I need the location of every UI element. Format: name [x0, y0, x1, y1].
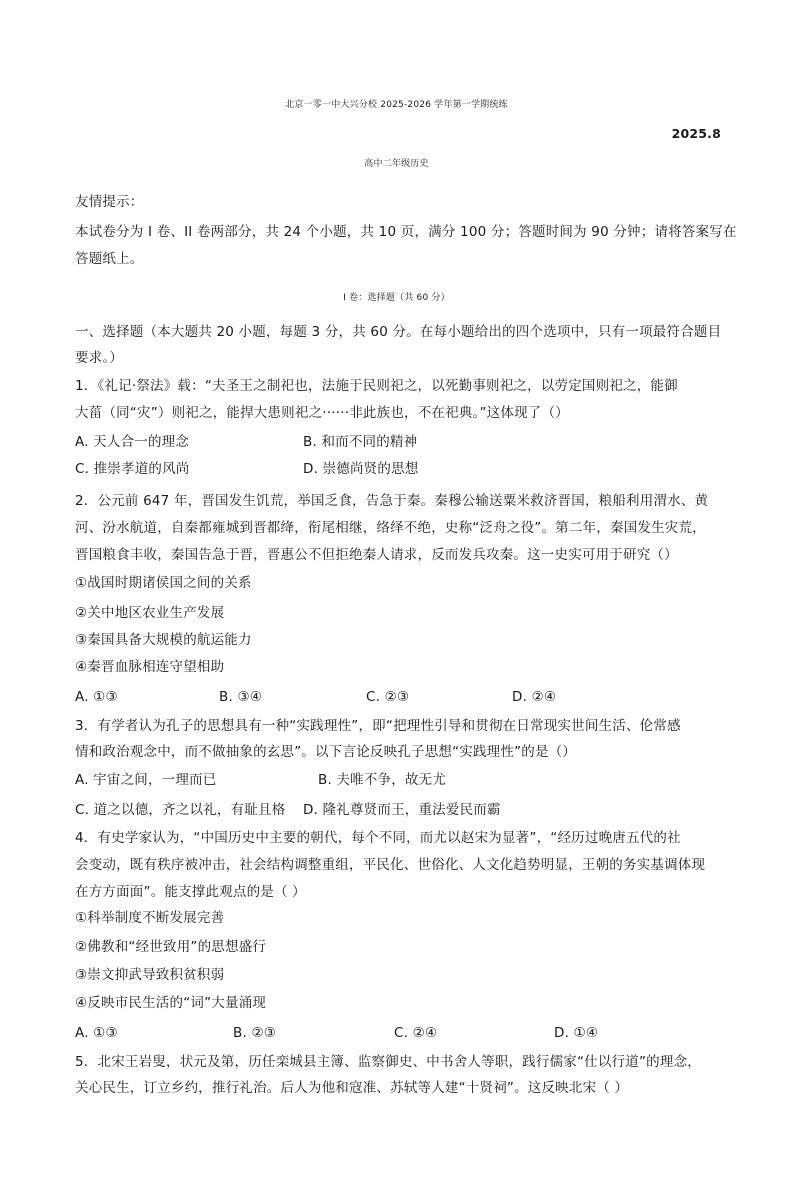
- question-1-option-c: C. 推崇孝道的风尚: [75, 461, 190, 477]
- question-4-option-b: B. ②③: [233, 1025, 277, 1041]
- question-3-option-c: C. 道之以德，齐之以礼，有耻且格: [75, 802, 286, 818]
- question-3-option-b: B. 夫唯不争，故无尤: [318, 772, 447, 788]
- question-4-stem: 4．有史学家认为，“中国历史中主要的朝代，每个不同，而尤以赵宋为显著”，“经历过晚唐五代的社: [75, 830, 681, 846]
- section-title: I 卷：选择题（共 60 分）: [343, 293, 450, 303]
- question-4-item: ④反映市民生活的“词”大量涌现: [75, 995, 267, 1011]
- question-2-option-d: D. ②④: [512, 689, 557, 705]
- question-2-item: ③秦国具备大规模的航运能力: [75, 632, 252, 648]
- notice-text: 本试卷分为 I 卷、II 卷两部分，共 24 个小题，共 10 页，满分 100 分；答题时间为 90 分钟；请将答案写在: [75, 224, 737, 240]
- question-2-stem: 河、汾水航道，自秦都雍城到晋都绛，衔尾相继，络绎不绝，史称“泛舟之役”。第二年，秦国发生灾荒，: [75, 520, 706, 536]
- question-4-stem: 在方方面面”。能支撑此观点的是（ ）: [75, 884, 306, 900]
- question-4-option-a: A. ①③: [75, 1025, 118, 1041]
- question-4-option-c: C. ②④: [394, 1025, 438, 1041]
- question-5-stem: 5．北宋王岩叟，状元及第，历任栾城县主簿、监察御史、中书舍人等职，践行儒家“仕以行道”的理念，: [75, 1054, 701, 1070]
- question-2-option-c: C. ②③: [366, 689, 410, 705]
- question-1-option-a: A. 天人合一的理念: [75, 434, 190, 450]
- question-1-stem: 1．《礼记·祭法》载：“夫圣王之制祀也，法施于民则祀之，以死勤事则祀之，以劳定国则祀之，能御: [75, 378, 678, 394]
- question-2-option-b: B. ③④: [219, 689, 263, 705]
- exam-date: 2025.8: [671, 126, 721, 141]
- question-3-stem: 3．有学者认为孔子的思想具有一种“实践理性”，即“把理性引导和贯彻在日常现实世间生活、伦常感: [75, 718, 681, 734]
- question-2-item: ②关中地区农业生产发展: [75, 605, 225, 621]
- question-4-option-d: D. ①④: [554, 1025, 599, 1041]
- question-2-item: ①战国时期诸侯国之间的关系: [75, 575, 252, 591]
- question-5-stem: 关心民生，订立乡约，推行礼治。后人为他和寇准、苏轼等人建“十贤祠”。这反映北宋（ ）: [75, 1080, 629, 1096]
- question-4-item: ③崇文抑武导致积贫积弱: [75, 967, 225, 983]
- notice-text: 答题纸上。: [75, 251, 144, 267]
- question-4-stem: 会变动，既有秩序被冲击，社会结构调整重组，平民化、世俗化、人文化趋势明显，王朝的务实基调体现: [75, 857, 706, 873]
- section-instructions: 要求。）: [75, 350, 124, 366]
- question-3-stem: 情和政治观念中，而不做抽象的玄思”。以下言论反映孔子思想“实践理性”的是（）: [75, 744, 577, 760]
- question-1-option-d: D. 崇德尚贤的思想: [303, 461, 419, 477]
- question-2-stem: 晋国粮食丰收，秦国告急于晋，晋惠公不但拒绝秦人请求，反而发兵攻秦。这一史实可用于研究（）: [75, 547, 678, 563]
- question-1-option-b: B. 和而不同的精神: [303, 434, 418, 450]
- question-2-stem: 2．公元前 647 年，晋国发生饥荒，举国乏食，告急于秦。秦穆公输送粟米救济晋国，粮船利用渭水、黄: [75, 493, 709, 509]
- question-4-item: ②佛教和“经世致用”的思想盛行: [75, 939, 267, 955]
- question-2-option-a: A. ①③: [75, 689, 118, 705]
- question-1-stem: 大菑（同“灾”）则祀之，能捍大患则祀之······非此族也，不在祀典。”这体现了（）: [75, 405, 569, 421]
- question-2-item: ④秦晋血脉相连守望相助: [75, 659, 225, 675]
- exam-subtitle: 高中二年级历史: [364, 159, 429, 169]
- question-4-item: ①科举制度不断发展完善: [75, 910, 225, 926]
- exam-title: 北京一零一中大兴分校 2025-2026 学年第一学期统练: [285, 100, 508, 110]
- section-instructions: 一、选择题（本大题共 20 小题，每题 3 分，共 60 分。在每小题给出的四个选项中，只有一项最符合题目: [75, 324, 722, 340]
- question-3-option-d: D. 隆礼尊贤而王，重法爱民而霸: [303, 802, 501, 818]
- notice-label: 友情提示：: [75, 194, 144, 210]
- question-3-option-a: A. 宇宙之间，一理而已: [75, 772, 217, 788]
